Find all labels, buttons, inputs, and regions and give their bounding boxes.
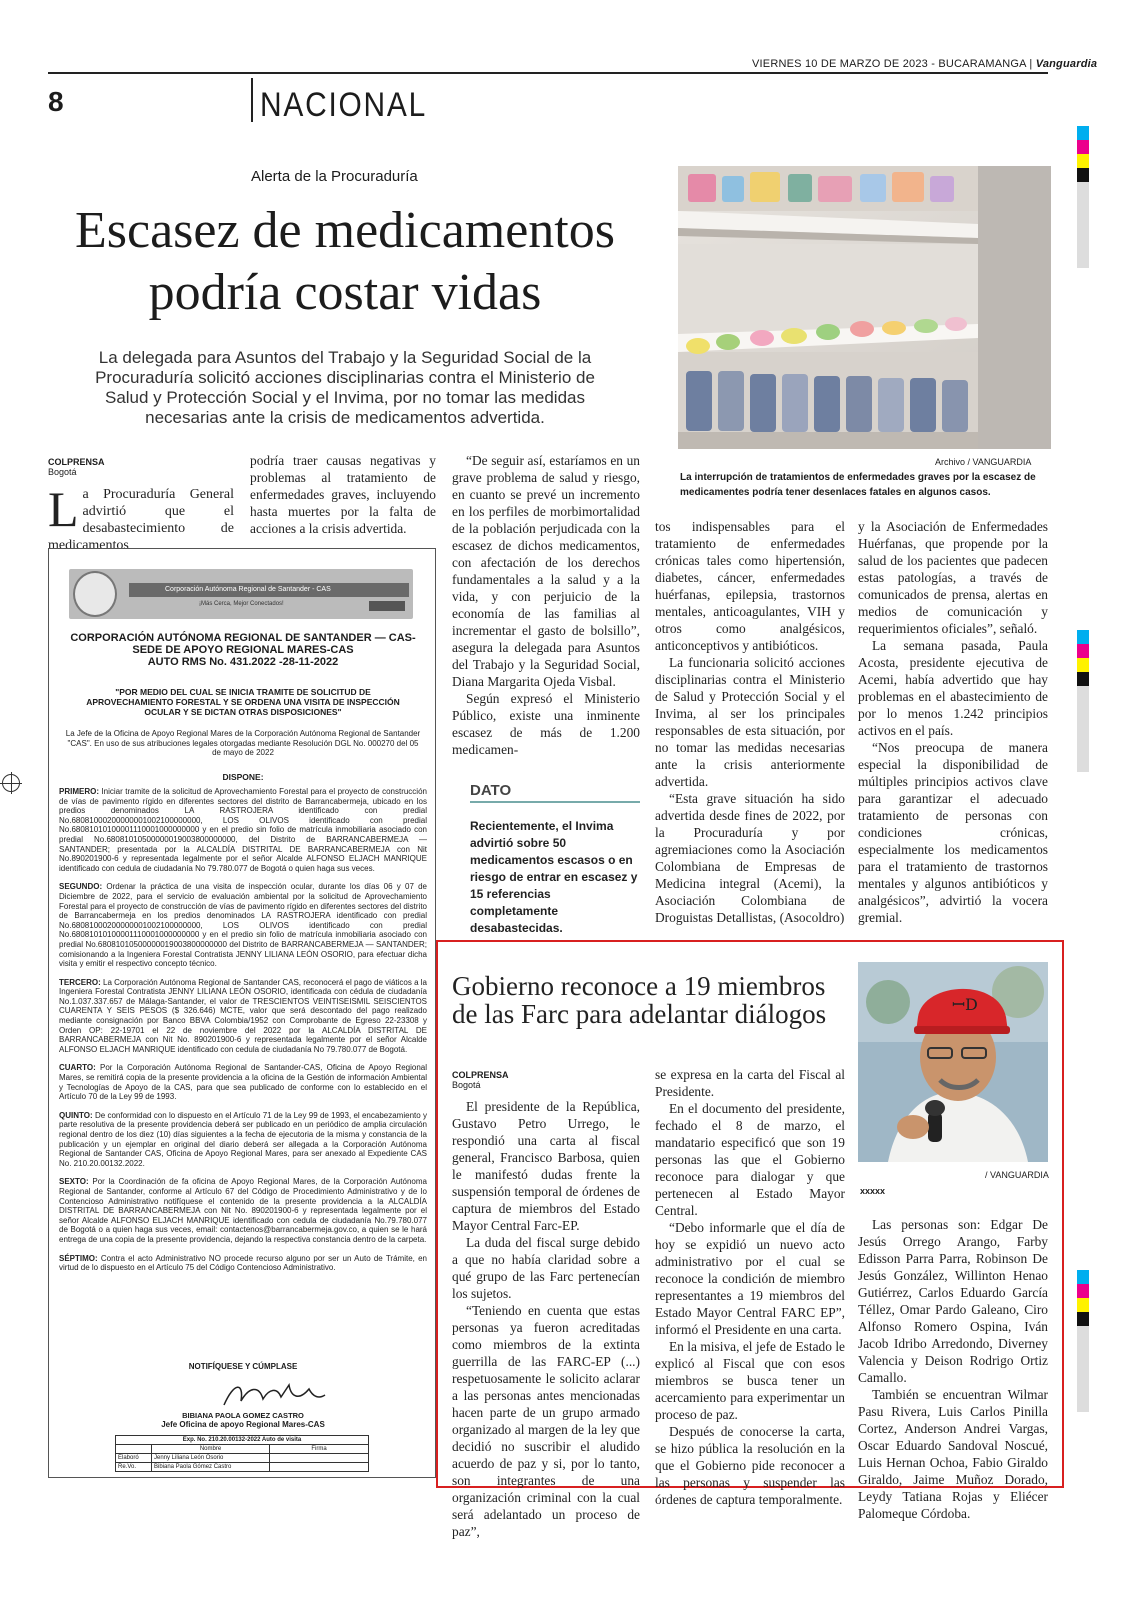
magenta-swatch	[1077, 1284, 1089, 1298]
byline	[48, 457, 105, 477]
yellow-swatch	[1077, 154, 1089, 168]
row-name: Jenny Liliana León Osorio	[152, 1454, 270, 1462]
notice-dispone: DISPONE:	[222, 772, 264, 782]
main-headline	[40, 200, 650, 324]
second-column-2-paragraph: se expresa en la carta del Fiscal al Presidente.	[655, 1067, 845, 1099]
cyan-swatch	[1077, 630, 1089, 644]
dato-text: Recientemente, el Invima advirtió sobre 50 medicamentos escasos o en riesgo de entrar en escasez y 15 referencias completamente desabastecidas.	[470, 819, 638, 935]
second-column-3-paragraph: También se encuentran Wilmar Pasu Rivera, Luis Carlos Pinilla Cortez, Anderson Andrei Vargas, Oscar Eduardo Sandoval Noscué, Luis Hernan Ochoa, Fabio Giraldo Giraldo, Jaime Muñoz Dorado, Leydy Tatiana Rojas y Eliécer Palomeque Córdoba.	[858, 1387, 1048, 1521]
table-row	[116, 1454, 368, 1463]
column-3	[452, 452, 640, 758]
second-column-2-paragraph: Después de conocerse la carta, se hizo pública la resolución en la que el Gobierno pide reconocer a las personas y suspender las órdenes de captura temporalmente.	[655, 1424, 845, 1507]
cas-logo-icon	[73, 571, 117, 617]
notice-intro: La Jefe de la Oficina de Apoyo Regional Mares de la Corporación Autónoma Regional de Santander "CAS". En uso de sus atribuciones legales otorgadas mediante Resolución DGL No. 000270 del 05 de mayo de 2022	[65, 729, 421, 758]
pharmacy-shelf-photo	[678, 166, 1051, 449]
gray-swatch	[1077, 1326, 1089, 1412]
registration-mark-icon	[2, 774, 20, 792]
svg-text:ꟷD: ꟷD	[952, 995, 978, 1014]
yellow-swatch	[1077, 658, 1089, 672]
second-column-2-paragraph: “Debo informarle que el día de hoy se expidió un nuevo acto administrativo por el cual se reconoce la condición de miembro representantes a 19 miembros del Estado Mayor Central FARC EP”, informó el Presidente en una carta.	[655, 1220, 845, 1337]
column-5-paragraph: “Nos preocupa de manera especial la disponibilidad de múltiples principios activos clave para garantizar el adecuado tratamiento de personas con condiciones crónicas, especialmente los medicamentos para el tratamiento de trastornos mentales y algunos antibióticos y analgésicos”, advirtió la vocera gremial.	[858, 740, 1048, 925]
notice-title-1: CORPORACIÓN AUTÓNOMA REGIONAL DE SANTANDER — CAS-	[70, 632, 416, 644]
section-title: NACIONAL	[260, 86, 428, 124]
column-4-paragraph: La funcionaria solicitó acciones disciplinarias contra el Ministerio de Salud y Protección Social y el Invima, al ser los principales responsables de esta situación, por no tomar las medidas necesarias ante la crisis anteriormente advertida.	[655, 655, 845, 789]
clause: SEGUNDO: Ordenar la práctica de una visita de inspección ocular, durante los días 06 y 07 de Diciembre de 2022, para el servicio de evaluación ambiental por la solicitud de Aprovechamiento Forestal para el proyecto de construcción de vías de pavimento rígido en diferentes sectores del distrito de Barrancabermeja en los predios denominados LA RASTROJERA identificado con predial No.68081000200000001002100000000, LOS OLIVOS identificado con predial No.68081010100001110001000000000 y en el predio sin folio de matrícula inmobiliaria asociado con predial No.68081010500000019003800000000 del Distrito de BARRANCABERMEJA — SANTANDER; comisionando a la Ingeniera Forestal Contratista JENNY LILIANA LEÓN OSORIO, para efectuar dicha visita y emitir el respectivo concepto técnico.	[59, 882, 427, 969]
column-4	[655, 518, 845, 926]
row-role: Re.Vo.	[116, 1463, 152, 1471]
second-column-2-paragraph: En la misiva, el jefe de Estado le explicó al Fiscal que con esos miembros se busca tener un acercamiento para experimentar un proceso de paz.	[655, 1339, 845, 1422]
header-rule	[48, 72, 1048, 74]
column-2-top	[250, 452, 436, 537]
cyan-swatch	[1077, 126, 1089, 140]
second-photo-caption: xxxxx	[860, 1186, 886, 1196]
legal-notice	[48, 548, 436, 1478]
column-2-paragraph: podría traer causas negativas y problemas al tratamiento de enfermedades graves, incluyendo hasta muertes por la falta de acciones a la crisis advertida.	[250, 453, 436, 536]
signer-role: Jefe Oficina de apoyo Regional Mares-CAS	[161, 1420, 325, 1429]
gray-swatch	[1077, 686, 1089, 772]
black-swatch	[1077, 672, 1089, 686]
yellow-swatch	[1077, 1298, 1089, 1312]
page-number: 8	[48, 86, 64, 117]
clause: PRIMERO: Iniciar tramite de la solicitud de Aprovechamiento Forestal para el proyecto de construcción de vías de pavimento rígido en diferentes sectores del distrito de Barrancabermeja, ubicado en los predios denominados LA RASTROJERA identificado con predial No.68081000200000001002100000000, LOS OLIVOS identificado con predial No.68081010100001110001000000000 y en el predio sin folio de matrícula inmobiliaria asociado con predial No.68081010500000019003800000000, del Distrito de BARRANCABERMEJA — SANTANDER; presentada por la ALCALDÍA DISTRITAL DE BARRANCABERMEJA con Nit No.890201900-6 y representada legalmente por el señor Alcalde ALFONSO ELJACH MANRIQUE identificado con cedula de ciudadanía No 79.780.077 de Bogotá o quien haga sus veces.	[59, 787, 427, 873]
column-5-paragraph: y la Asociación de Enfermedades Huérfanas, que propende por la salud de los pacientes que padecen estas patologías, a través de comunicados de prensa, alertas en medios de comunicación y requerimientos oficiales”, señaló.	[858, 519, 1048, 636]
second-column-3-paragraph: Las personas son: Edgar De Jesús Orrego Arango, Farby Edisson Parra Parra, Robinson De Jesús González, Willinton Henao Gutiérrez, Carlos Eduardo García Téllez, Omar Pardo Galeano, Ciro Alfonso Romero Ospina, Iván Jacob Idribo Arredondo, Diverney Valencia y Deison Rodrigo Ortiz Camallo.	[858, 1217, 1048, 1385]
signature-icon	[219, 1377, 329, 1413]
second-headline-line-2: de las Farc para adelantar diálogos	[452, 999, 827, 1029]
column-3-paragraph: “De seguir así, estaríamos en un grave problema de salud y riesgo, en cuanto se prevé un incremento en los perfiles de morbimortalidad de la población perjudicada con la escasez de dichos medicamentos, con afectación de los derechos fundamentales a la salud y a la vida, y con perjuicio de la economía de las familias al incrementar el gasto de bolsillo”, asegura la delegada para Asuntos del Trabajo y la Seguridad Social, Diana Margarita Ojeda Visbal.	[452, 453, 640, 689]
cas-slogan: ¡Más Cerca, Mejor Conectados!	[199, 601, 284, 607]
second-photo-credit: / VANGUARDIA	[985, 1170, 1049, 1180]
drop-cap: L	[48, 481, 79, 537]
second-column-1	[452, 1098, 640, 1540]
kicker: Alerta de la Procuraduría	[251, 168, 418, 185]
headline-line-1: Escasez de medicamentos	[75, 202, 615, 259]
notice-title-2: SEDE DE APOYO REGIONAL MARES-CAS	[132, 644, 354, 656]
byline-agency: COLPRENSA	[48, 457, 105, 467]
clause: TERCERO: La Corporación Autónoma Regional de Santander CAS, reconocerá el pago de viáticos a la Ingeniera Forestal Contratista JENNY LILIANA LEÓN OSORIO, identificada con cédula de ciudadanía No.1.037.337.657 de Málaga-Santander, el valor de TRESCIENTOS VEINTISEISMIL SEISCIENTOS CUARENTA Y SEIS PESOS ($ 326.646) MCTE, valor que será descontado del pago realizado mediante consignación por Banco BBVA Colombia/1952 con Comprobante de Egreso 22-23308 y Orden OP: 22-19701 el 22 de noviembre del 2022 por la ALCALDÍA DISTRITAL DE BARRANCABERMEJA con Nit No. 890201900-6 y representada legalmente por el señor Alcalde ALFONSO ELJACH MANRIQUE identificado con cedula de ciudadanía No 79.780.077 de Bogotá.	[59, 977, 427, 1054]
second-headline-line-1: Gobierno reconoce a 19 miembros	[452, 971, 826, 1001]
notice-closing: NOTIFÍQUESE Y CÚMPLASE	[188, 1362, 298, 1371]
row-role: Elaboró	[116, 1454, 152, 1462]
cyan-swatch	[1077, 1270, 1089, 1284]
approval-table-header: Exp. No. 210.20.00132-2022 Auto de visita	[116, 1436, 368, 1445]
photo-caption: La interrupción de tratamientos de enfermedades graves por la escasez de medicamentes podría tener desenlaces fatales en algunos casos.	[680, 472, 1036, 498]
gray-swatch	[1077, 182, 1089, 268]
section-divider	[251, 78, 253, 122]
second-column-2-paragraph: En el documento del presidente, fechado el 8 de marzo, el mandatario especificó que son 19 personas las que el Gobierno reconoce para dialogar y que pertenecen al Estado Mayor Central.	[655, 1101, 845, 1218]
second-column-1-paragraph: El presidente de la República, Gustavo Petro Urrego, le respondió una carta al fiscal general, Francisco Barbosa, quien le manifestó dudas frente la suspensión temporal de órdenes de captura de miembros del Estado Mayor Central Farc-EP.	[452, 1099, 640, 1233]
lead-text: a Procuraduría General advirtió que el desabastecimiento de medicamentos	[48, 487, 234, 553]
cas-banner-title: Corporación Autónoma Regional de Santander - CAS	[129, 583, 409, 597]
column-5-paragraph: La semana pasada, Paula Acosta, presidente ejecutiva de Acemi, había advertido que hay problemas en el abastecimiento de por lo menos 1.242 principios activos en el país.	[858, 638, 1048, 738]
second-headline	[452, 972, 847, 1028]
row-name: Bibiana Paola Gómez Castro	[152, 1463, 270, 1471]
second-column-2	[655, 1066, 845, 1508]
col-name: Nombre	[152, 1445, 270, 1453]
approval-table-colheads	[116, 1445, 368, 1454]
clause: SÉPTIMO: Contra el acto Administrativo NO procede recurso alguno por ser un Auto de Trámite, en virtud de lo dispuesto en el Artículo 75 del Código Contencioso Administrativo.	[59, 1253, 427, 1273]
headline-line-2: podría costar vidas	[148, 264, 542, 321]
photo-credit: Archivo / VANGUARDIA	[935, 457, 1032, 467]
byline-location: Bogotá	[48, 467, 77, 477]
table-row	[116, 1463, 368, 1471]
second-column-1-paragraph: La duda del fiscal surge debido a que no había claridad sobre a qué grupo de las Farc pertenecían los sujetos.	[452, 1235, 640, 1301]
notice-title-3: AUTO RMS No. 431.2022 -28-11-2022	[147, 656, 339, 668]
column-4-paragraph: “Esta grave situación ha sido advertida desde fines de 2022, por la Procuraduría y por agremiaciones como la Asociación Colombiana de Empresas de Medicina integral (Acemi), la Asociación Colombiana de Droguistas Detallistas, (Asocoldro)	[655, 791, 845, 925]
magenta-swatch	[1077, 644, 1089, 658]
column-3-paragraph: Según expresó el Ministerio Público, existe una inminente escasez de más de 1.200 medicamen-	[452, 691, 640, 757]
deck: La delegada para Asuntos del Trabajo y la Seguridad Social de la Procuraduría solicitó acciones disciplinarias contra el Ministerio de Salud y Protección Social y el Invima, por no tomar las medidas necesarias ante la crisis de medicamentos advertida.	[95, 348, 595, 427]
column-4-paragraph: tos indispensables para el tratamiento de enfermedades crónicas tales como hipertensión, diabetes, cáncer, enfermedades huérfanas, epilepsia, trastornos mentales, anticoagulantes, VIH y otros como analgésicos, anticonceptivos y antibióticos.	[655, 519, 845, 653]
signer-name: BIBIANA PAOLA GOMEZ CASTRO	[182, 1411, 304, 1420]
gov-logo-icon	[369, 601, 405, 611]
notice-subject: "POR MEDIO DEL CUAL SE INICIA TRAMITE DE SOLICITUD DE APROVECHAMIENTO FORESTAL Y SE ORDENA UNA VISITA DE INSPECCIÓN OCULAR Y SE DICTAN OTRAS DISPOSICIONES"	[86, 687, 400, 717]
dateline: VIERNES 10 DE MARZO DE 2023 - BUCARAMANGA | Vanguardia	[752, 58, 1098, 70]
approval-table	[115, 1435, 369, 1472]
second-column-1-paragraph: “Teniendo en cuenta que estas personas ya fueron acreditadas como miembros de la extinta guerrilla de las FARC-EP (...) respetuosamente le solicito aclarar a las personas antes mencionadas hacen parte de un grupo armado organizado al margen de la ley que decidió no suscribir el aludido acuerdo de paz y si, por lo tanto, son integrantes de una organización criminal con la cual será adelantado un proceso de paz”,	[452, 1303, 640, 1539]
notice-title	[57, 632, 429, 668]
clause: QUINTO: De conformidad con lo dispuesto en el Artículo 71 de la Ley 99 de 1993, el encabezamiento y parte resolutiva de la presente providencia deberá ser publicado en un periódico de amplia circulación regional dentro de los diez (10) días siguientes a la fecha de ejecutoria de la misma y constancia de la publicación y un ejemplar en original del diario deberá ser allegada a la Corporación Autónoma Regional de Santander CAS, Oficina de Apoyo Regional Mares, para ser anexado al Expediente CAS No. 210.20.00132.2022.	[59, 1110, 427, 1168]
dato-label: DATO	[470, 782, 640, 803]
clause: CUARTO: Por la Corporación Autónoma Regional de Santander-CAS, Oficina de Apoyo Regional Mares, se remitirá copia de la presente providencia a la oficina de la Gestión de información Ambiental y Tecnologías de Apoyo de la CAS, para que sea publicado de conforme con lo establecido en el Artículo 70 de la Ley 99 de 1993.	[59, 1063, 427, 1102]
column-5	[858, 518, 1048, 926]
col-signature: Firma	[311, 1446, 327, 1452]
second-byline	[452, 1070, 509, 1090]
clause: SEXTO: Por la Coordinación de fa oficina de Apoyo Regional Mares, de la Corporación Autónoma Regional de Santander, conforme al Artículo 67 del Código de Procedimiento Administrativo y de lo Contencioso Administrativo notifíquese el contenido de la presente providencia a la ALCALDÍA DISTRITAL DE BARRANCABERMEJA con Nit No. 890201900-6 y representada legalmente por el señor Alcalde ALFONSO ELJACH MANRIQUE identificado con cedula de ciudadanía No.79.780.077 de Bogotá o a quien haga sus veces, email: contactenos@barrancabermeja.gov.co, a quien se le hará entrega de una copia de la presente providencia, dejando la respectiva constancia dentro de la carpeta.	[59, 1177, 427, 1244]
lead-paragraph	[48, 481, 234, 554]
cas-banner	[69, 569, 413, 619]
magenta-swatch	[1077, 140, 1089, 154]
second-column-3	[858, 1216, 1048, 1522]
second-byline-agency: COLPRENSA	[452, 1070, 509, 1080]
black-swatch	[1077, 168, 1089, 182]
petro-portrait-photo	[858, 962, 1048, 1162]
notice-clauses	[59, 787, 427, 1282]
second-byline-location: Bogotá	[452, 1080, 481, 1090]
black-swatch	[1077, 1312, 1089, 1326]
